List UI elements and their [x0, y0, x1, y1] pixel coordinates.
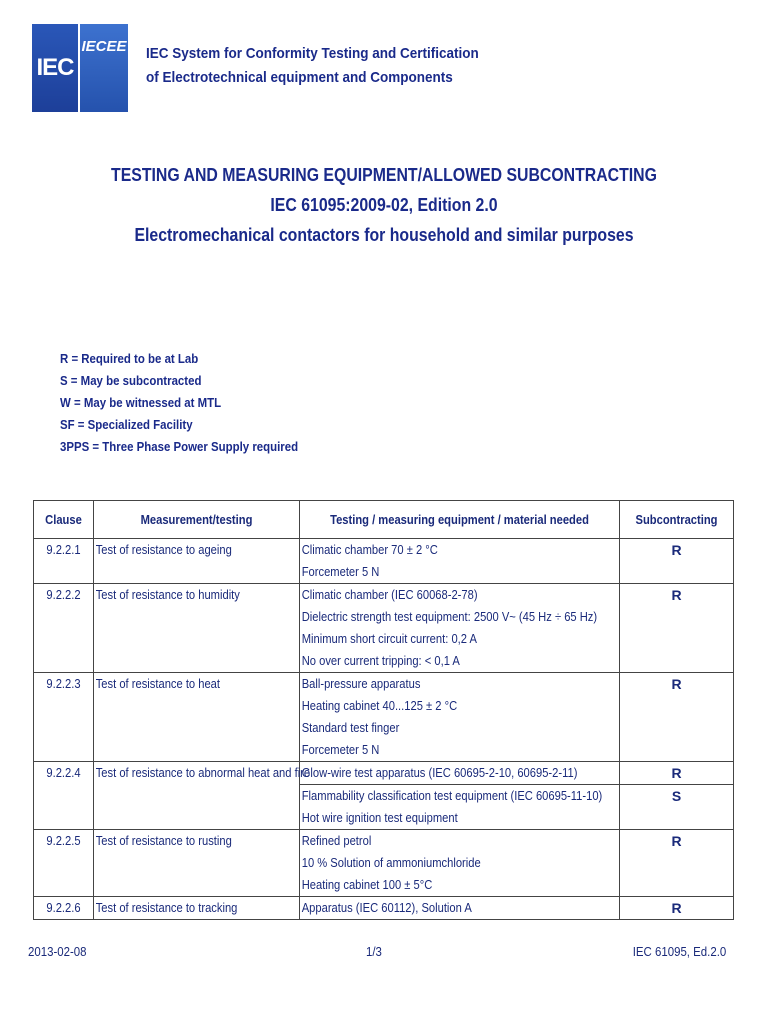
header-equipment: Testing / measuring equipment / material needed [300, 501, 620, 539]
iecee-logo-text: IECEE [81, 38, 127, 55]
clause-cell: 9.2.2.1 [34, 539, 94, 584]
table-header-row [34, 501, 734, 539]
equipment-item: Flammability classification test equipment (IEC 60695-11-10) [301, 788, 603, 803]
subcontracting-cell: R [620, 897, 734, 920]
clause-cell: 9.2.2.4 [34, 762, 94, 830]
legend-item: 3PPS = Three Phase Power Supply required [60, 439, 299, 454]
clause-cell: 9.2.2.5 [34, 830, 94, 897]
equipment-item: Forcemeter 5 N [301, 564, 380, 579]
subcontracting-cell: S [620, 785, 734, 830]
legend-item: R = Required to be at Lab [60, 351, 199, 366]
equipment-table [33, 500, 734, 920]
equipment-cell [300, 830, 620, 897]
document-title-line1: TESTING AND MEASURING EQUIPMENT/ALLOWED SUBCONTRACTING [111, 165, 657, 185]
legend-item: S = May be subcontracted [60, 373, 202, 388]
subcontracting-cell: R [620, 762, 734, 785]
document-title [0, 160, 768, 250]
document-title-line3: Electromechanical contactors for household and similar purposes [134, 225, 634, 245]
equipment-item: Glow-wire test apparatus (IEC 60695-2-10, 60695-2-11) [301, 765, 578, 780]
footer-document: IEC 61095, Ed.2.0 [632, 944, 726, 959]
legend-item: SF = Specialized Facility [60, 417, 193, 432]
footer-page: 1/3 [366, 944, 382, 959]
iecee-logo [80, 24, 128, 112]
iec-logo [32, 24, 78, 112]
equipment-item: Climatic chamber 70 ± 2 °C [301, 542, 438, 557]
measurement-cell: Test of resistance to abnormal heat and fire [94, 762, 300, 830]
iec-logo-text: IEC [36, 54, 74, 81]
equipment-cell [300, 584, 620, 673]
equipment-cell [300, 762, 620, 785]
measurement-cell: Test of resistance to heat [94, 673, 300, 762]
subcontracting-cell: R [620, 539, 734, 584]
equipment-item: 10 % Solution of ammoniumchloride [301, 855, 481, 870]
equipment-cell [300, 785, 620, 830]
equipment-item: Forcemeter 5 N [301, 742, 380, 757]
clause-cell: 9.2.2.3 [34, 673, 94, 762]
measurement-cell: Test of resistance to ageing [94, 539, 300, 584]
header-subcontracting: Subcontracting [620, 501, 734, 539]
equipment-item: Heating cabinet 40...125 ± 2 °C [301, 698, 458, 713]
equipment-item: Ball-pressure apparatus [301, 676, 421, 691]
measurement-cell: Test of resistance to tracking [94, 897, 300, 920]
equipment-cell [300, 673, 620, 762]
subcontracting-cell: R [620, 584, 734, 673]
clause-cell: 9.2.2.6 [34, 897, 94, 920]
equipment-item: Climatic chamber (IEC 60068-2-78) [301, 587, 478, 602]
equipment-cell [300, 897, 620, 920]
equipment-item: No over current tripping: < 0,1 A [301, 653, 460, 668]
clause-cell: 9.2.2.2 [34, 584, 94, 673]
table-row [34, 897, 734, 920]
table-row [34, 584, 734, 673]
organization-title [146, 42, 479, 90]
document-title-line2: IEC 61095:2009-02, Edition 2.0 [270, 195, 498, 215]
measurement-cell: Test of resistance to rusting [94, 830, 300, 897]
equipment-item: Hot wire ignition test equipment [301, 810, 458, 825]
legend-item: W = May be witnessed at MTL [60, 395, 222, 410]
header-measurement: Measurement/testing [94, 501, 300, 539]
equipment-cell [300, 539, 620, 584]
equipment-item: Heating cabinet 100 ± 5°C [301, 877, 433, 892]
equipment-item: Refined petrol [301, 833, 372, 848]
footer-date: 2013-02-08 [28, 944, 87, 959]
equipment-item: Minimum short circuit current: 0,2 A [301, 631, 477, 646]
legend [60, 348, 298, 458]
measurement-cell: Test of resistance to humidity [94, 584, 300, 673]
table-row [34, 830, 734, 897]
header-clause: Clause [34, 501, 94, 539]
table-row [34, 539, 734, 584]
table-row [34, 673, 734, 762]
organization-title-line1: IEC System for Conformity Testing and Certification [146, 45, 479, 62]
table-row [34, 762, 734, 785]
subcontracting-cell: R [620, 673, 734, 762]
equipment-item: Standard test finger [301, 720, 400, 735]
organization-title-line2: of Electrotechnical equipment and Components [146, 69, 453, 86]
equipment-item: Apparatus (IEC 60112), Solution A [301, 900, 472, 915]
subcontracting-cell: R [620, 830, 734, 897]
equipment-item: Dielectric strength test equipment: 2500 V~ (45 Hz ÷ 65 Hz) [301, 609, 598, 624]
